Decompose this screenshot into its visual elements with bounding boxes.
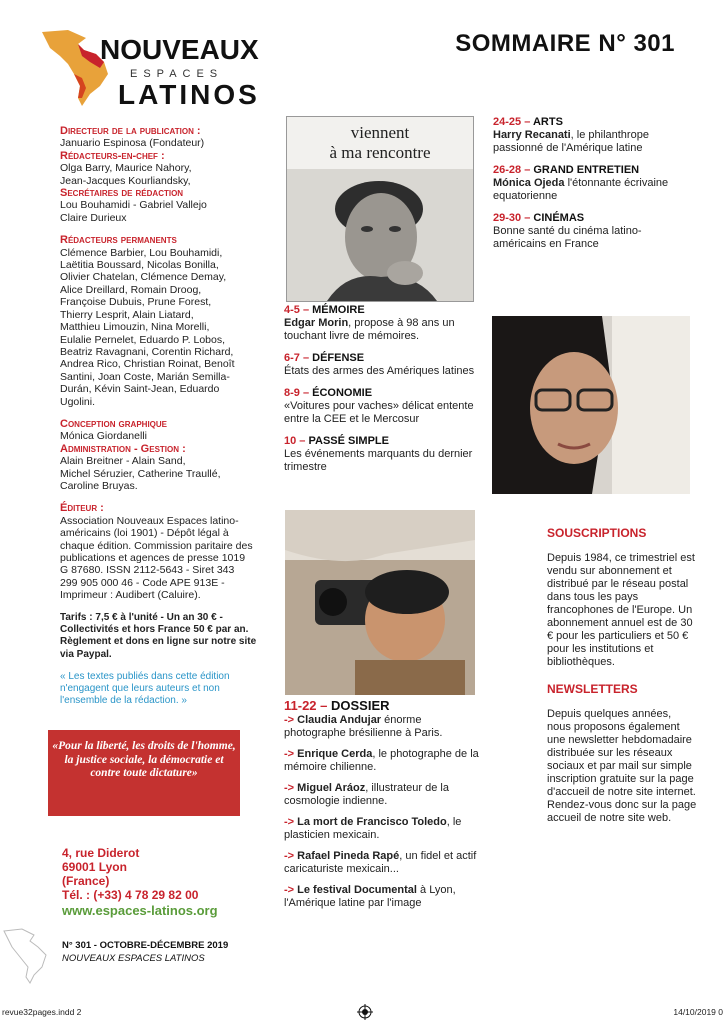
- editeur-line: Imprimeur : Audibert (Caluire).: [60, 589, 201, 602]
- administration-line: Caroline Bruyas.: [60, 479, 138, 492]
- logo-word-latinos: LATINOS: [118, 79, 260, 110]
- secretaires-line: Claire Durieux: [60, 211, 127, 224]
- permanents-line: Eulalie Pernelet, Eduardo P. Lobos,: [60, 333, 226, 346]
- arrow-icon: ->: [284, 884, 295, 896]
- editeur-line: Association Nouveaux Espaces latino-: [60, 514, 239, 527]
- contents-middle: [284, 304, 479, 483]
- item-lead: Rafael Pineda Rapé: [297, 850, 400, 862]
- permanents-line: Laëtitia Boussard, Nicolas Bonilla,: [60, 259, 219, 272]
- editeur-line: chaque édition. Commission paritaire des: [60, 539, 253, 552]
- tarifs-line: via Paypal.: [60, 648, 112, 660]
- logo: [38, 28, 263, 108]
- editeur-line: publications et agences de presse 1019: [60, 552, 246, 564]
- item-text: , le plasticien mexicain.: [284, 816, 462, 841]
- page-range: 26-28: [493, 164, 522, 176]
- address-city: 69001 Lyon: [62, 860, 127, 874]
- item-text: l'étonnante écrivaine equatorienne: [493, 177, 669, 202]
- permanents-line: Clémence Barbier, Lou Bouhamidi,: [60, 246, 223, 259]
- item-lead: Claudia Andujar: [297, 714, 382, 726]
- book-cover-title-1: viennent: [350, 123, 410, 142]
- item-text: «Voitures pour vaches» délicat entente entre la CEE et le Mercosur: [284, 400, 474, 425]
- content-item[interactable]: 29-30 – CINÉMAS Bonne santé du cinéma latino-américains en France: [493, 212, 642, 250]
- section-name: GRAND ENTRETIEN: [533, 164, 640, 176]
- section-name: ÉCONOMIE: [312, 387, 373, 399]
- item-text: Bonne santé du cinéma latino-américains en France: [493, 225, 642, 250]
- arrow-icon: ->: [284, 714, 295, 726]
- address-street: 4, rue Diderot: [62, 846, 140, 860]
- conception-label: Conception graphique: [60, 417, 168, 430]
- item-text: , un fidel et actif caricaturiste mexicain...: [284, 850, 477, 875]
- dossier-item[interactable]: [284, 782, 484, 808]
- dossier-item[interactable]: [284, 748, 484, 774]
- page-range: 11-22: [284, 698, 317, 713]
- directeur-label: Directeur de la publication :: [60, 125, 201, 137]
- permanents-line: Santini, Joan Coste, Marián Semilla-: [60, 370, 230, 383]
- content-item[interactable]: 6-7 – DÉFENSE États des armes des Amériques latines: [284, 352, 475, 377]
- child-camera-photo: [285, 510, 475, 695]
- page-range: 29-30: [493, 212, 522, 224]
- website-link[interactable]: www.espaces-latinos.org: [62, 903, 218, 918]
- disclaimer-line: l'ensemble de la rédaction. »: [60, 695, 187, 707]
- item-lead: Le festival Documental: [297, 884, 417, 896]
- page-range: 8-9: [284, 387, 300, 399]
- editeur-line: G 87680. ISSN 2112-5643 - Siret 343: [60, 564, 235, 577]
- section-name: MÉMOIRE: [312, 304, 365, 316]
- tarifs-line: Tarifs : 7,5 € à l'unité - Un an 30 € -: [60, 611, 223, 623]
- item-text: , le philanthrope passionné de l'Amérique latine: [493, 129, 649, 154]
- item-lead: La mort de Francisco Toledo: [297, 816, 447, 828]
- issue-publication: NOUVEAUX ESPACES LATINOS: [62, 953, 205, 964]
- logo-word-nouveaux: NOUVEAUX: [100, 34, 259, 65]
- item-text: , illustrateur de la cosmologie indienne.: [284, 782, 449, 807]
- dossier-heading[interactable]: 11-22 – DOSSIER: [284, 698, 390, 713]
- conception-name: Mónica Giordanelli: [60, 430, 147, 443]
- newsletters-text: Depuis quelques années, nous proposons également une newsletter hebdomadaire distribuée sur les réseaux sociaux et par mail sur simple inscription gratuite sur la page d'accueil de notre site internet. Rendez-vous donc sur la page accueil de notre site web.: [547, 708, 697, 824]
- page-title: SOMMAIRE N° 301: [455, 30, 675, 57]
- logo-word-espaces: ESPACES: [130, 68, 224, 80]
- tarifs-line: Règlement et dons en ligne sur notre site: [60, 636, 257, 648]
- directeur-name: Januario Espinosa (Fondateur): [60, 137, 205, 150]
- item-lead: Miguel Aráoz: [297, 782, 366, 794]
- item-text: États des armes des Amériques latines: [284, 365, 475, 377]
- editeur-line: américains (loi 1901) - Dépôt légal à: [60, 527, 229, 540]
- print-slug: revue32pages.indd 2: [2, 1007, 82, 1017]
- permanents-line: Alice Dreillard, Romain Droog,: [60, 283, 202, 296]
- address-phone: Tél. : (+33) 4 78 29 82 00: [62, 888, 199, 902]
- permanents-line: Andrea Rico, Christian Roinat, Benoît: [60, 358, 235, 371]
- content-item[interactable]: 26-28 – GRAND ENTRETIEN Mónica Ojeda l'étonnante écrivaine equatorienne: [493, 164, 669, 202]
- permanents-line: Beatriz Ravagnani, Corentin Richard,: [60, 345, 234, 358]
- content-item[interactable]: 24-25 – ARTS Harry Recanati, le philanthrope passionné de l'Amérique latine: [493, 116, 649, 154]
- dossier-item[interactable]: [284, 714, 484, 740]
- content-item[interactable]: 8-9 – ÉCONOMIE «Voitures pour vaches» délicat entente entre la CEE et le Mercosur: [284, 387, 474, 425]
- redacteurs-line: Olga Barry, Maurice Nahory,: [60, 162, 192, 175]
- page-range: 4-5: [284, 304, 300, 316]
- disclaimer-line: « Les textes publiés dans cette édition: [60, 671, 230, 683]
- content-item[interactable]: 10 – PASSÉ SIMPLE Les événements marquants du dernier trimestre: [284, 435, 473, 473]
- registration-mark-icon: [357, 1004, 373, 1020]
- print-date: 14/10/2019 0: [673, 1007, 723, 1017]
- dossier-item[interactable]: [284, 816, 484, 842]
- permanents-label: Rédacteurs permanents: [60, 234, 177, 247]
- secretaires-line: Lou Bouhamidi - Gabriel Vallejo: [60, 199, 207, 212]
- section-name: DÉFENSE: [312, 352, 365, 364]
- woman-portrait-photo: [492, 316, 690, 494]
- disclaimer-line: n'engagent que leurs auteurs et non: [60, 683, 220, 695]
- sidebar-info: [547, 527, 697, 825]
- tarifs-line: Collectivités et hors France 50 € par an.: [60, 624, 249, 636]
- address-country: (France): [62, 874, 110, 888]
- section-name: DOSSIER: [331, 698, 390, 713]
- editeur-label: Éditeur :: [60, 502, 104, 515]
- dossier-section: [284, 699, 484, 918]
- item-lead: Harry Recanati: [493, 129, 571, 141]
- permanents-line: Durán, Kévin Saint-Jean, Eduardo: [60, 383, 220, 396]
- address-block: [62, 846, 198, 902]
- administration-line: Michel Séruzier, Catherine Traullé,: [60, 467, 221, 480]
- editeur-line: 299 905 000 46 - Code APE 913E -: [60, 576, 225, 589]
- item-text: Les événements marquants du dernier trimestre: [284, 448, 473, 473]
- dossier-item[interactable]: [284, 884, 484, 910]
- page-range: 10: [284, 435, 297, 447]
- book-cover-image: [286, 116, 474, 302]
- arrow-icon: ->: [284, 816, 295, 828]
- issue-number: N° 301 - OCTOBRE-DÉCEMBRE 2019: [62, 940, 229, 951]
- newsletters-heading: NEWSLETTERS: [547, 682, 638, 696]
- item-text: , propose à 98 ans un touchant livre de mémoires.: [284, 317, 455, 342]
- quote-box: «Pour la liberté, les droits de l'homme, la justice sociale, la démocratie et contre toute dictature»: [48, 730, 240, 816]
- section-name: PASSÉ SIMPLE: [308, 435, 389, 447]
- book-cover-title-2: à ma rencontre: [329, 143, 431, 162]
- map-outline-icon: [2, 925, 60, 985]
- subscriptions-text: Depuis 1984, ce trimestriel est vendu sur abonnement et distribué par le réseau postal dans tous les pays francophones de l'Europe. Un abonnement annuel est de 30 € pour les particuliers et 50 € pour les institutions et bibliothèques.: [547, 552, 695, 668]
- section-name: CINÉMAS: [533, 212, 585, 224]
- page-range: 24-25: [493, 116, 522, 128]
- arrow-icon: ->: [284, 782, 295, 794]
- redacteurs-label: Rédacteurs-en-chef :: [60, 149, 165, 162]
- masthead: [60, 125, 260, 707]
- section-name: ARTS: [532, 116, 563, 128]
- item-lead: Edgar Morin: [284, 317, 349, 329]
- item-lead: Enrique Cerda: [297, 748, 373, 760]
- item-lead: Mónica Ojeda: [493, 177, 565, 189]
- permanents-line: Ugolini.: [60, 395, 96, 408]
- portrait-photo: [287, 169, 473, 301]
- content-item[interactable]: 4-5 – MÉMOIRE Edgar Morin, propose à 98 ans un touchant livre de mémoires.: [284, 304, 455, 342]
- item-text: , le photographe de la mémoire chilienne.: [284, 748, 479, 773]
- contents-right: [493, 116, 693, 260]
- page-range: 6-7: [284, 352, 300, 364]
- item-text: à Lyon, l'Amérique latine par l'image: [284, 884, 456, 909]
- arrow-icon: ->: [284, 850, 295, 862]
- permanents-line: Olivier Chatelan, Clémence Demay,: [60, 271, 227, 284]
- item-text: énorme photographe brésilienne à Paris.: [284, 714, 443, 739]
- permanents-line: Thierry Lesprit, Alain Liatard,: [60, 308, 194, 321]
- redacteurs-line: Jean-Jacques Kourliandsky,: [60, 174, 191, 187]
- dossier-item[interactable]: [284, 850, 484, 876]
- administration-line: Alain Breitner - Alain Sand,: [60, 455, 186, 468]
- permanents-line: Matthieu Limouzin, Nina Morelli,: [60, 321, 210, 334]
- subscriptions-heading: SOUSCRIPTIONS: [547, 526, 647, 540]
- administration-label: Administration - Gestion :: [60, 442, 186, 455]
- permanents-line: Françoise Dubuis, Prune Forest,: [60, 296, 212, 309]
- arrow-icon: ->: [284, 748, 295, 760]
- secretaires-label: Secrétaires de rédaction: [60, 187, 184, 200]
